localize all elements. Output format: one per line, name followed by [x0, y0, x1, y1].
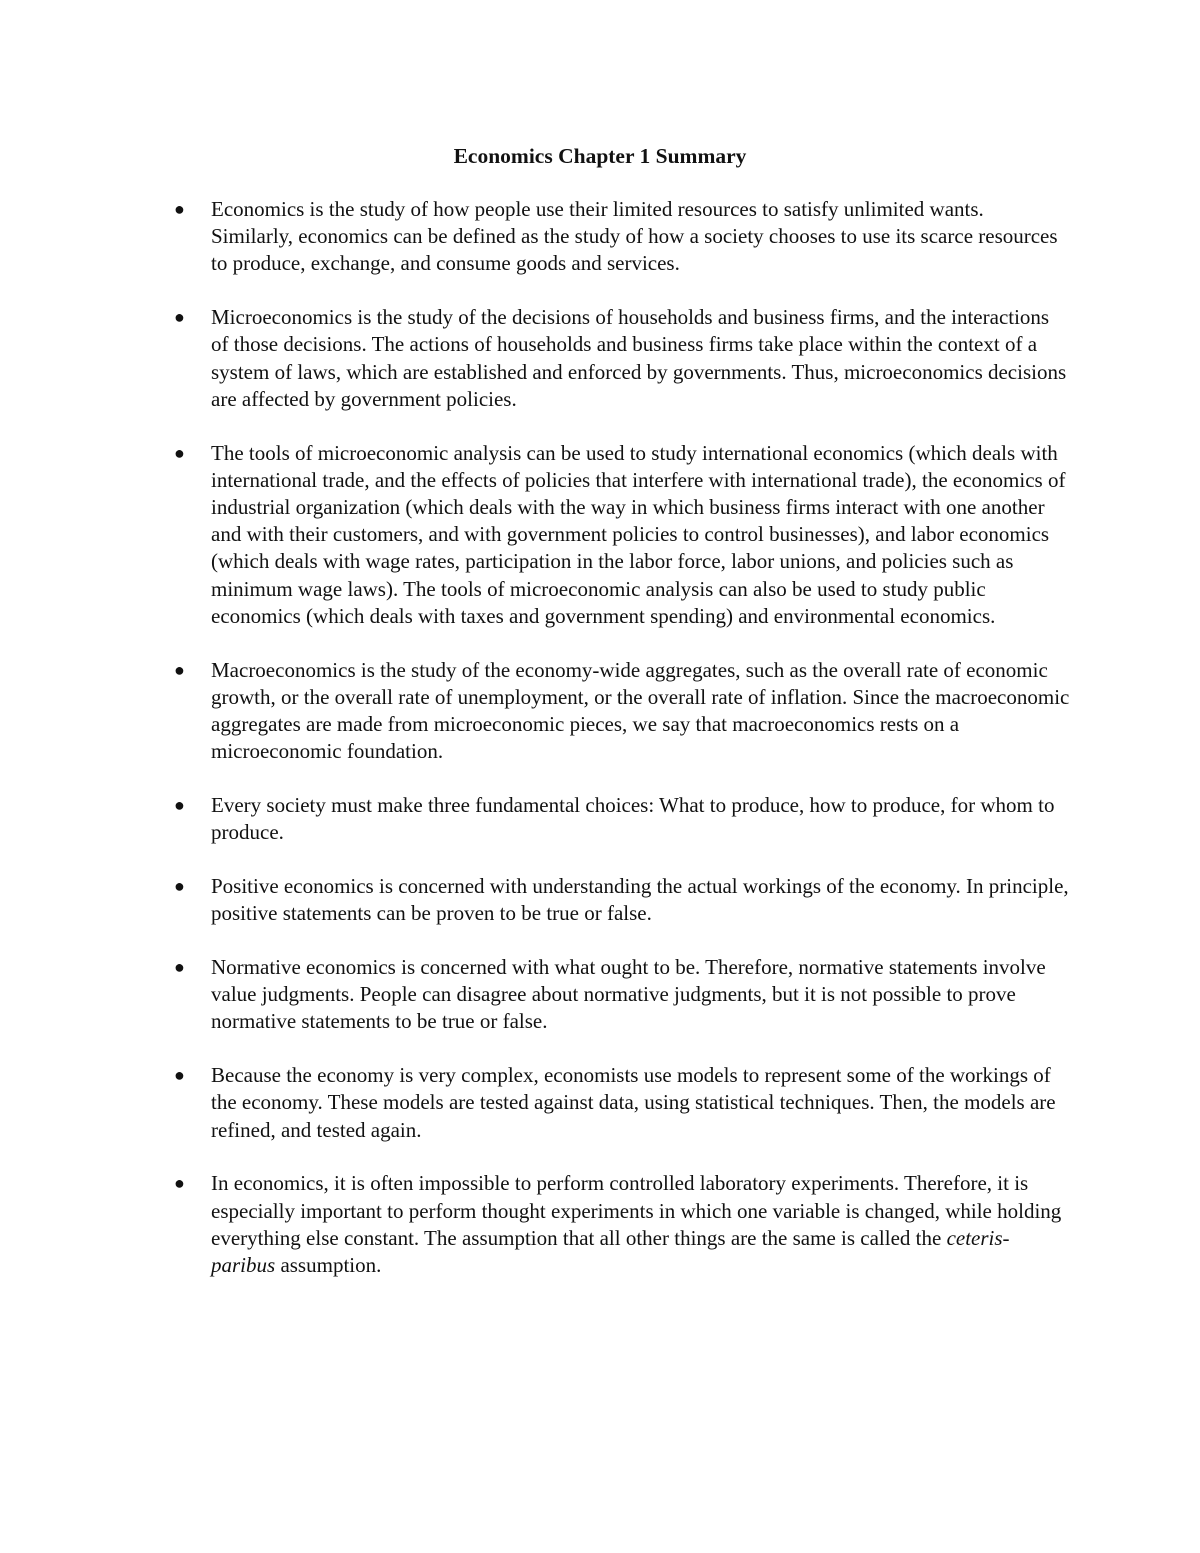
list-item-text-after: assumption. [275, 1253, 382, 1278]
bullet-icon: ● [174, 876, 185, 897]
list-item [174, 873, 1071, 927]
summary-bullet-list [174, 196, 1071, 1306]
list-item [174, 1170, 1071, 1279]
ceteris-paribus-term: ceteris-paribus [211, 1225, 1010, 1278]
list-item-text-before: In economics, it is often impossible to perform controlled laboratory experiments. Therefore, it is especially important to perform thought experiments in which one variable is changed, while holding everything else constant. The assumption that all other things are the same is called the [211, 1171, 1062, 1250]
list-item-text: Because the economy is very complex, economists use models to represent some of the workings of the economy. These models are tested against data, using statistical techniques. Then, the models are refined, and tested again. [211, 1063, 1056, 1142]
bullet-icon: ● [174, 307, 185, 328]
list-item-text: Economics is the study of how people use their limited resources to satisfy unlimited wants. Similarly, economics can be defined as the study of how a society chooses to use its scarce resources to produce, exchange, and consume goods and services. [211, 197, 1058, 276]
bullet-icon: ● [174, 199, 185, 219]
list-item-text: Every society must make three fundamental choices: What to produce, how to produce, for whom to produce. [211, 793, 1055, 845]
list-item [174, 792, 1071, 846]
list-item-text: The tools of microeconomic analysis can be used to study international economics (which deals with international trade, and the effects of policies that interfere with international trade), the economics of industrial organization (which deals with the way in which business firms interact with one another and with their customers, and with government policies to control businesses), and labor economics (which deals with wage rates, participation in the labor force, labor unions, and policies such as minimum wage laws). The tools of microeconomic analysis can also be used to study public economics (which deals with taxes and government spending) and environmental economics. [211, 440, 1066, 628]
bullet-icon: ● [174, 1173, 185, 1194]
document-title: Economics Chapter 1 Summary [453, 144, 747, 168]
list-item [174, 196, 1071, 278]
list-item [174, 1062, 1071, 1144]
list-item-text: Positive economics is concerned with understanding the actual workings of the economy. In principle, positive statements can be proven to be true or false. [211, 874, 1069, 926]
list-item [174, 657, 1071, 766]
list-item-text: Microeconomics is the study of the decisions of households and business firms, and the interactions of those decisions. The actions of households and business firms take place within the context of a system of laws, which are established and enforced by governments. Thus, microeconomics decisions are affected by government policies. [211, 305, 1067, 411]
bullet-icon: ● [174, 795, 185, 816]
list-item-text: Macroeconomics is the study of the economy-wide aggregates, such as the overall rate of economic growth, or the overall rate of unemployment, or the overall rate of inflation. Since the macroeconomic aggregates are made from microeconomic pieces, we say that macroeconomics rests on a microeconomic foundation. [211, 657, 1070, 764]
list-item [174, 304, 1071, 413]
bullet-icon: ● [174, 957, 185, 978]
list-item [174, 440, 1071, 630]
bullet-icon: ● [174, 442, 185, 463]
list-item-text: Normative economics is concerned with what ought to be. Therefore, normative statements involve value judgments. People can disagree about normative judgments, but it is not possible to prove normative statements to be true or false. [211, 955, 1046, 1034]
list-item-text [211, 1170, 1071, 1279]
list-item [174, 954, 1071, 1036]
bullet-icon: ● [174, 1065, 185, 1086]
bullet-icon: ● [174, 659, 185, 680]
